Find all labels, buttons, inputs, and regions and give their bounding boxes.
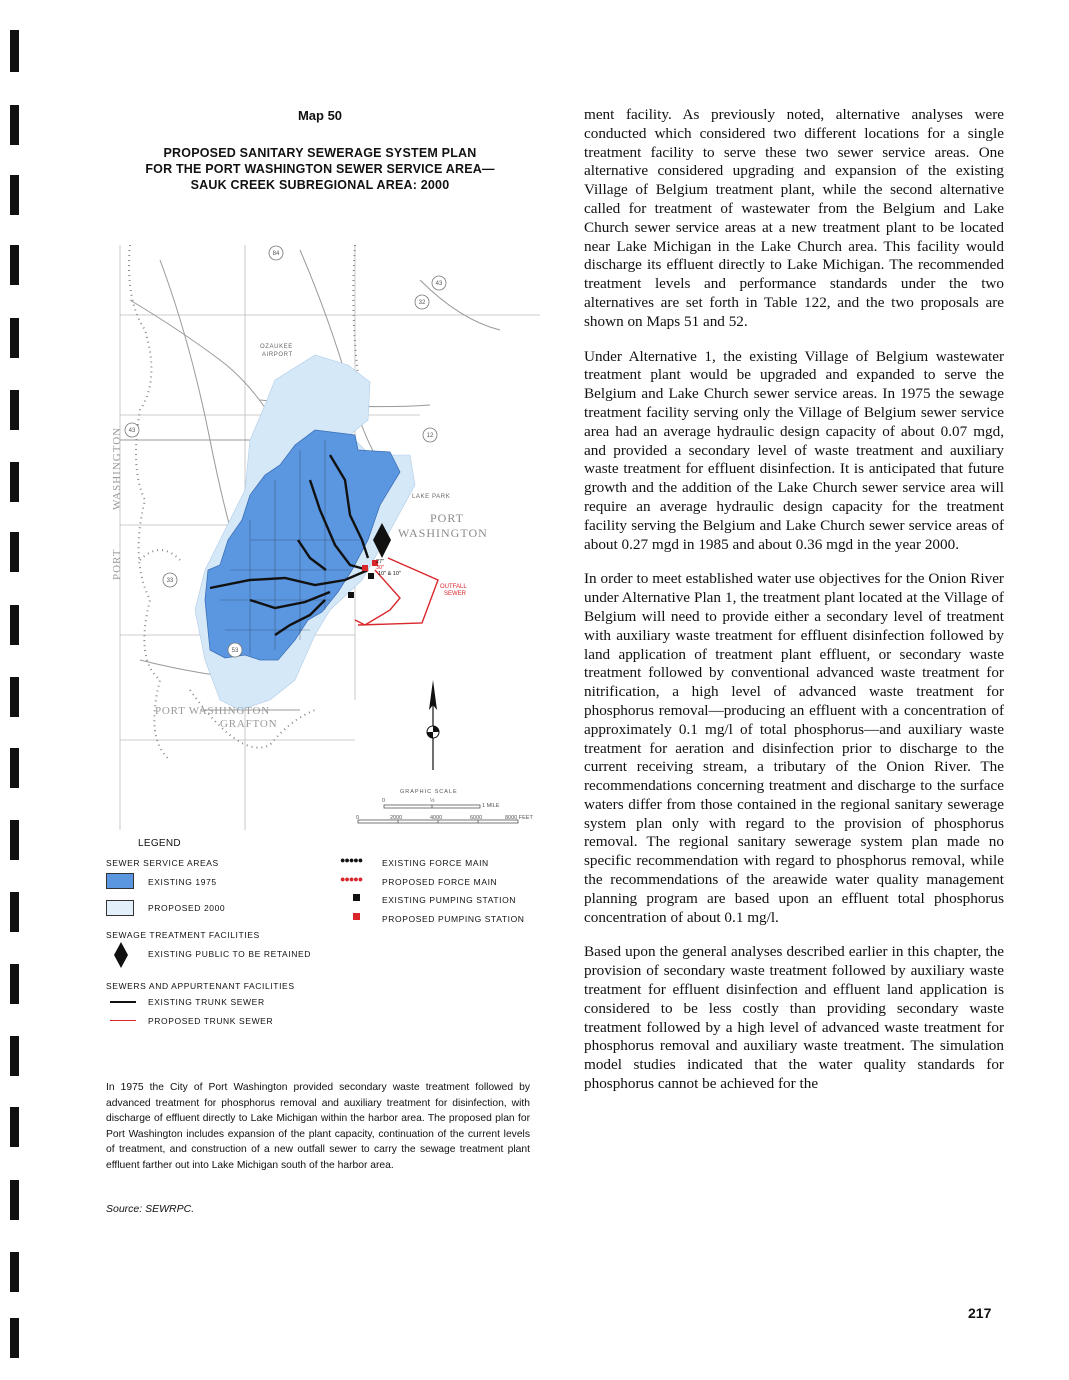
binder-hole: [10, 30, 19, 72]
binder-hole: [10, 245, 19, 285]
body-paragraph: In order to meet established water use objectives for the Onion River under Alternative Plan 1, the treatment plant located at the Village of Belgium will need to provide either a secondary level of treatment with auxiliary waste treatment for effluent disinfection followed by land application of treatment plant effluent, or secondary waste treatment followed by conventional advanced waste treatment for nitrification, a high level of advanced waste treatment for phosphorus removal—producing an effluent with a concentration of approximately 0.1 mg/l of total phosphorus—and auxiliary waste treatment for aeration and disinfection prior to discharge to the current receiving stream, a tributary of the Onion River. The recommendations concerning treatment and discharge to the surface waters differ from those contained in the regional sanitary sewerage system plan only with regard to the provision of phosphorus removal. The regional sanitary sewerage system plan made no specific recommendation with regard to phosphorus removal, while the recommendations of the areawide water quality management planning program are based upon an effluent total phosphorus concentration of about 0.1 mg/l.: [584, 570, 1004, 926]
sewer-service-map: [100, 240, 540, 835]
legend-item-label: EXISTING 1975: [148, 877, 217, 887]
binder-hole: [10, 677, 19, 717]
highway-label: 53: [231, 648, 239, 654]
treatment-plant-icon: [114, 942, 128, 968]
binder-hole: [10, 105, 19, 145]
existing-pumping-station-icon: [353, 894, 360, 901]
body-paragraph: Based upon the general analyses described earlier in this chapter, the provision of secondary waste treatment followed by auxiliary waste treatment for effluent disinfection and effluent land application is considered to be less costly than providing secondary waste treatment followed by a high level of advanced waste treatment for phosphorus removal and auxiliary waste treatment. The simulation model studies indicated that the water quality standards for phosphorus cannot be achieved for the: [584, 943, 1004, 1093]
scale-label: 4000: [430, 815, 443, 821]
outfall-label: SEWER: [444, 591, 467, 597]
town-label: GRAFTON: [220, 718, 278, 730]
vertical-label: PORT: [111, 548, 123, 580]
scale-label: ½: [430, 798, 435, 804]
body-paragraph: ment facility. As previously noted, alternative analyses were conducted which considered two different locations for a single treatment facility to serve these two sewer service areas. One alternative considered upgrading and expansion of the existing Village of Belgium treatment plant, while the second alternative called for treatment of wastewater from the Belgium and Lake Church sewer service areas at a new treatment plant to be located near Lake Michigan in the Lake Church area. This facility would discharge its effluent directly to Lake Michigan. The recommended treatment levels and performance standards under the two alternatives are set forth in Table 122, and the two proposals are shown on Maps 51 and 52.: [584, 106, 1004, 330]
map-title: [100, 145, 540, 193]
binder-hole: [10, 318, 19, 358]
map-source: Source: SEWRPC.: [106, 1203, 195, 1215]
body-text-column: [584, 106, 1004, 1110]
scale-label: 0: [356, 815, 360, 821]
map-number: Map 50: [297, 108, 343, 123]
binder-hole: [10, 964, 19, 1004]
force-main-dots-icon: ●●●●●: [340, 855, 363, 865]
binder-hole: [10, 892, 19, 932]
existing-pumping-station-marker: [348, 592, 354, 598]
legend-section-heading: SEWER SERVICE AREAS: [106, 858, 219, 868]
town-label: PORT WASHINGTON: [155, 705, 270, 717]
scale-label: 8000 FEET: [505, 815, 533, 821]
highway-label: 43: [128, 428, 136, 434]
map-title-line: SAUK CREEK SUBREGIONAL AREA: 2000: [190, 178, 450, 192]
proposed-trunk-line-icon: [110, 1020, 136, 1021]
scale-labels: [356, 797, 533, 821]
scale-label: 1 MILE: [482, 803, 500, 809]
existing-trunk-line-icon: [110, 1001, 136, 1003]
legend-item-label: EXISTING PUBLIC TO BE RETAINED: [148, 949, 312, 959]
legend-section-heading: SEWAGE TREATMENT FACILITIES: [106, 930, 260, 940]
scale-label: 6000: [470, 815, 483, 821]
proposed-pumping-station-marker: [362, 565, 368, 571]
section-label: 12: [426, 433, 434, 439]
proposed-force-main-dots-icon: ●●●●●: [340, 874, 363, 884]
map-svg: [100, 240, 540, 835]
airport-label: OZAUKEE: [260, 344, 293, 350]
legend-item-label: EXISTING FORCE MAIN: [382, 858, 489, 868]
proposed-pumping-station-icon: [353, 913, 360, 920]
binder-hole: [10, 1107, 19, 1147]
legend-item-label: EXISTING PUMPING STATION: [382, 895, 517, 905]
binder-hole: [10, 462, 19, 502]
legend-item-label: PROPOSED PUMPING STATION: [382, 914, 525, 924]
binder-hole: [10, 820, 19, 860]
legend-item-label: PROPOSED 2000: [148, 903, 226, 913]
binder-hole: [10, 605, 19, 645]
pipe-size-label: 10" & 10": [378, 571, 401, 577]
binder-hole: [10, 532, 19, 572]
map-title-line: FOR THE PORT WASHINGTON SEWER SERVICE AREA—: [145, 162, 495, 176]
binder-hole: [10, 1252, 19, 1292]
lake-park-label: LAKE PARK: [412, 494, 451, 500]
binder-hole: [10, 175, 19, 215]
legend-item-label: PROPOSED FORCE MAIN: [382, 877, 498, 887]
legend-item-label: PROPOSED TRUNK SEWER: [148, 1016, 274, 1026]
scale-label: 2000: [390, 815, 403, 821]
pipe-size-label: 30": [376, 565, 385, 571]
binder-hole: [10, 390, 19, 430]
highway-label: 84: [272, 251, 280, 257]
legend-item-label: EXISTING TRUNK SEWER: [148, 997, 265, 1007]
outfall-label: OUTFALL: [440, 584, 467, 590]
highway-label: 32: [418, 300, 426, 306]
binder-hole: [10, 1318, 19, 1358]
scale-title: GRAPHIC SCALE: [400, 789, 458, 795]
pipe-size-label: 27": [376, 559, 385, 565]
legend-heading: LEGEND: [138, 838, 181, 849]
binder-hole: [10, 1180, 19, 1220]
scale-label: 0: [382, 798, 386, 804]
legend-section-heading: SEWERS AND APPURTENANT FACILITIES: [106, 981, 295, 991]
map-legend: [106, 838, 546, 1038]
airport-label: AIRPORT: [262, 352, 293, 358]
body-paragraph: Under Alternative 1, the existing Village of Belgium wastewater treatment plant would be upgraded and expanded to serve the Belgium and Lake Church sewer service areas. In 1975 the sewage treatment facility serving only the Village of Belgium sewer service area had an average hydraulic design capacity of about 0.07 mgd, and provided a secondary level of waste treatment and auxiliary waste treatment for effluent disinfection. It is anticipated that future growth and the addition of the Lake Church sewer service area will require an average hydraulic design capacity for the treatment facility serving the Belgium and Lake Church sewer service areas of about 0.27 mgd in 1985 and about 0.36 mgd in the year 2000.: [584, 347, 1004, 553]
binder-hole: [10, 1036, 19, 1076]
map-title-line: PROPOSED SANITARY SEWERAGE SYSTEM PLAN: [163, 146, 477, 160]
page-number: 217: [968, 1305, 992, 1321]
highway-label: 33: [166, 578, 174, 584]
proposed-area-swatch: [106, 900, 134, 916]
existing-pumping-station-marker: [368, 573, 374, 579]
city-label: WASHINGTON: [398, 526, 488, 540]
existing-area-swatch: [106, 873, 134, 889]
north-arrow-icon: [427, 680, 439, 770]
map-caption: In 1975 the City of Port Washington provided secondary waste treatment followed by advanced treatment for phosphorus removal and auxiliary treatment for disinfection, with discharge of effluent directly to Lake Michigan within the harbor area. The proposed plan for Port Washington includes expansion of the plant capacity, continuation of the current levels of treatment, and construction of a new outfall sewer to carry the sewage treatment plant effluent farther out into Lake Michigan south of the harbor area.: [106, 1082, 530, 1171]
vertical-label: WASHINGTON: [111, 426, 123, 510]
city-label: PORT: [430, 511, 464, 525]
binder-hole: [10, 748, 19, 788]
highway-label: 43: [435, 281, 443, 287]
